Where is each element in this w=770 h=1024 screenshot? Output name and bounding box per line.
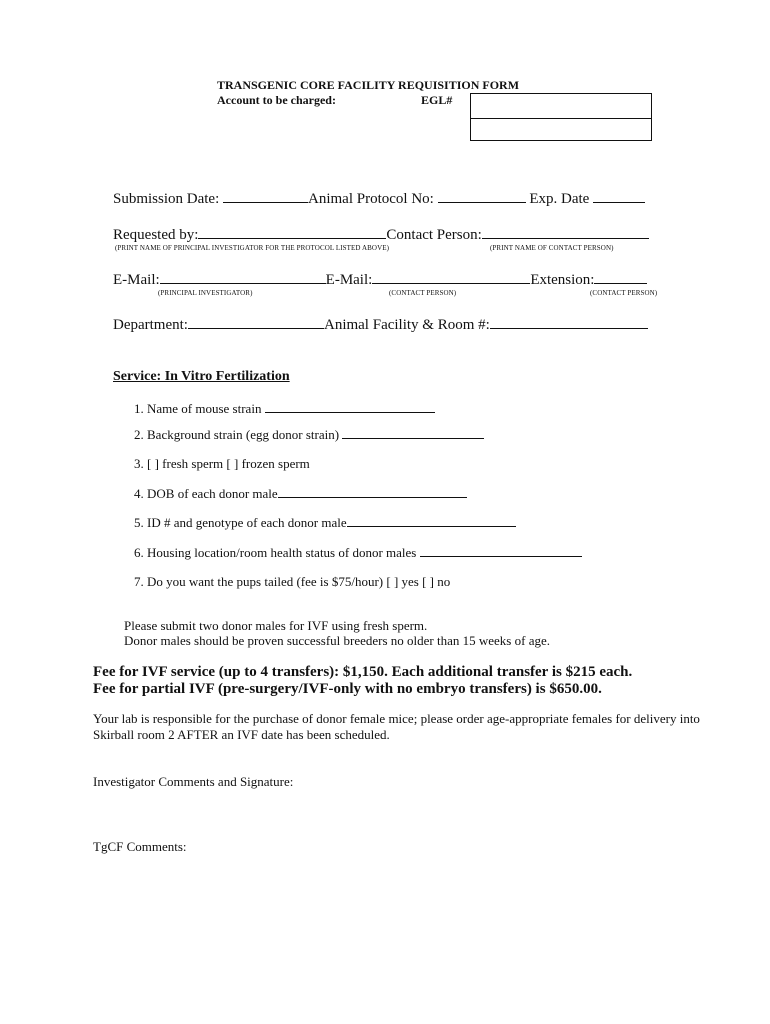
list-item: 2. Background strain (egg donor strain) [134, 426, 484, 443]
sub-contact-note: (CONTACT PERSON) [389, 289, 457, 297]
form-title: TRANSGENIC CORE FACILITY REQUISITION FORM [217, 78, 520, 92]
requested-by-field[interactable] [198, 226, 386, 239]
dob-field[interactable] [278, 485, 467, 498]
list-item: 4. DOB of each donor male [134, 485, 467, 502]
account-label: Account to be charged: [217, 93, 336, 107]
contact-person-label: Contact Person: [386, 227, 482, 243]
extension-label: Extension: [530, 272, 595, 288]
animal-protocol-label: Animal Protocol No: [308, 191, 434, 207]
note-line-1: Please submit two donor males for IVF using fresh sperm. [124, 618, 428, 633]
note-line-2: Donor males should be proven successful breeders no older than 15 weeks of age. [124, 633, 550, 648]
service-heading: Service: In Vitro Fertilization [113, 369, 290, 384]
extension-field[interactable] [594, 271, 647, 284]
animal-facility-field[interactable] [490, 316, 648, 329]
submission-date-row [113, 190, 645, 208]
exp-date-label: Exp. Date [529, 191, 590, 207]
sub-contact-note-2: (CONTACT PERSON) [590, 289, 658, 297]
email-pi-field[interactable] [160, 271, 326, 284]
requested-by-label: Requested by: [113, 227, 199, 243]
list-item: 1. Name of mouse strain [134, 400, 435, 417]
email-pi-label: E-Mail: [113, 272, 160, 288]
responsibility-line-1: Your lab is responsible for the purchase of donor female mice; please order age-appropriate females for delivery into [93, 711, 700, 726]
list-item: 5. ID # and genotype of each donor male [134, 514, 516, 531]
egl-input-box-top[interactable] [470, 93, 652, 119]
animal-protocol-field[interactable] [438, 192, 526, 203]
list-item: 3. [ ] fresh sperm [ ] frozen sperm [134, 456, 310, 471]
sub-pi-note: (PRINCIPAL INVESTIGATOR) [158, 289, 253, 297]
department-field[interactable] [188, 316, 324, 329]
requested-by-row [113, 226, 649, 244]
submission-date-label: Submission Date: [113, 191, 220, 207]
fee-line-1: Fee for IVF service (up to 4 transfers): $1,150. Each additional transfer is $215 each. [93, 664, 633, 680]
mouse-strain-field[interactable] [265, 400, 435, 413]
responsibility-line-2: Skirball room 2 AFTER an IVF date has been scheduled. [93, 727, 390, 742]
list-item: 7. Do you want the pups tailed (fee is $75/hour) [ ] yes [ ] no [134, 574, 451, 589]
background-strain-field[interactable] [342, 426, 484, 439]
email-row [113, 271, 647, 289]
animal-facility-label: Animal Facility & Room #: [323, 317, 490, 333]
contact-person-field[interactable] [482, 226, 649, 239]
submission-date-field[interactable] [223, 190, 308, 203]
department-row [113, 316, 648, 334]
housing-field[interactable] [420, 544, 582, 557]
tgcf-comments-label: TgCF Comments: [93, 839, 187, 854]
id-genotype-field[interactable] [347, 514, 516, 527]
department-label: Department: [113, 317, 188, 333]
print-pi-note: (PRINT NAME OF PRINCIPAL INVESTIGATOR FOR THE PROTOCOL LISTED ABOVE) [115, 244, 390, 252]
fee-line-2: Fee for partial IVF (pre-surgery/IVF-only with no embryo transfers) is $650.00. [93, 681, 602, 697]
print-contact-note: (PRINT NAME OF CONTACT PERSON) [490, 244, 614, 252]
investigator-comments-label: Investigator Comments and Signature: [93, 774, 294, 789]
exp-date-field[interactable] [593, 192, 645, 203]
egl-label: EGL# [421, 93, 453, 107]
email-contact-field[interactable] [372, 271, 530, 284]
list-item: 6. Housing location/room health status of donor males [134, 544, 582, 561]
egl-input-box-bottom[interactable] [470, 117, 652, 141]
email-contact-label: E-Mail: [325, 272, 373, 288]
